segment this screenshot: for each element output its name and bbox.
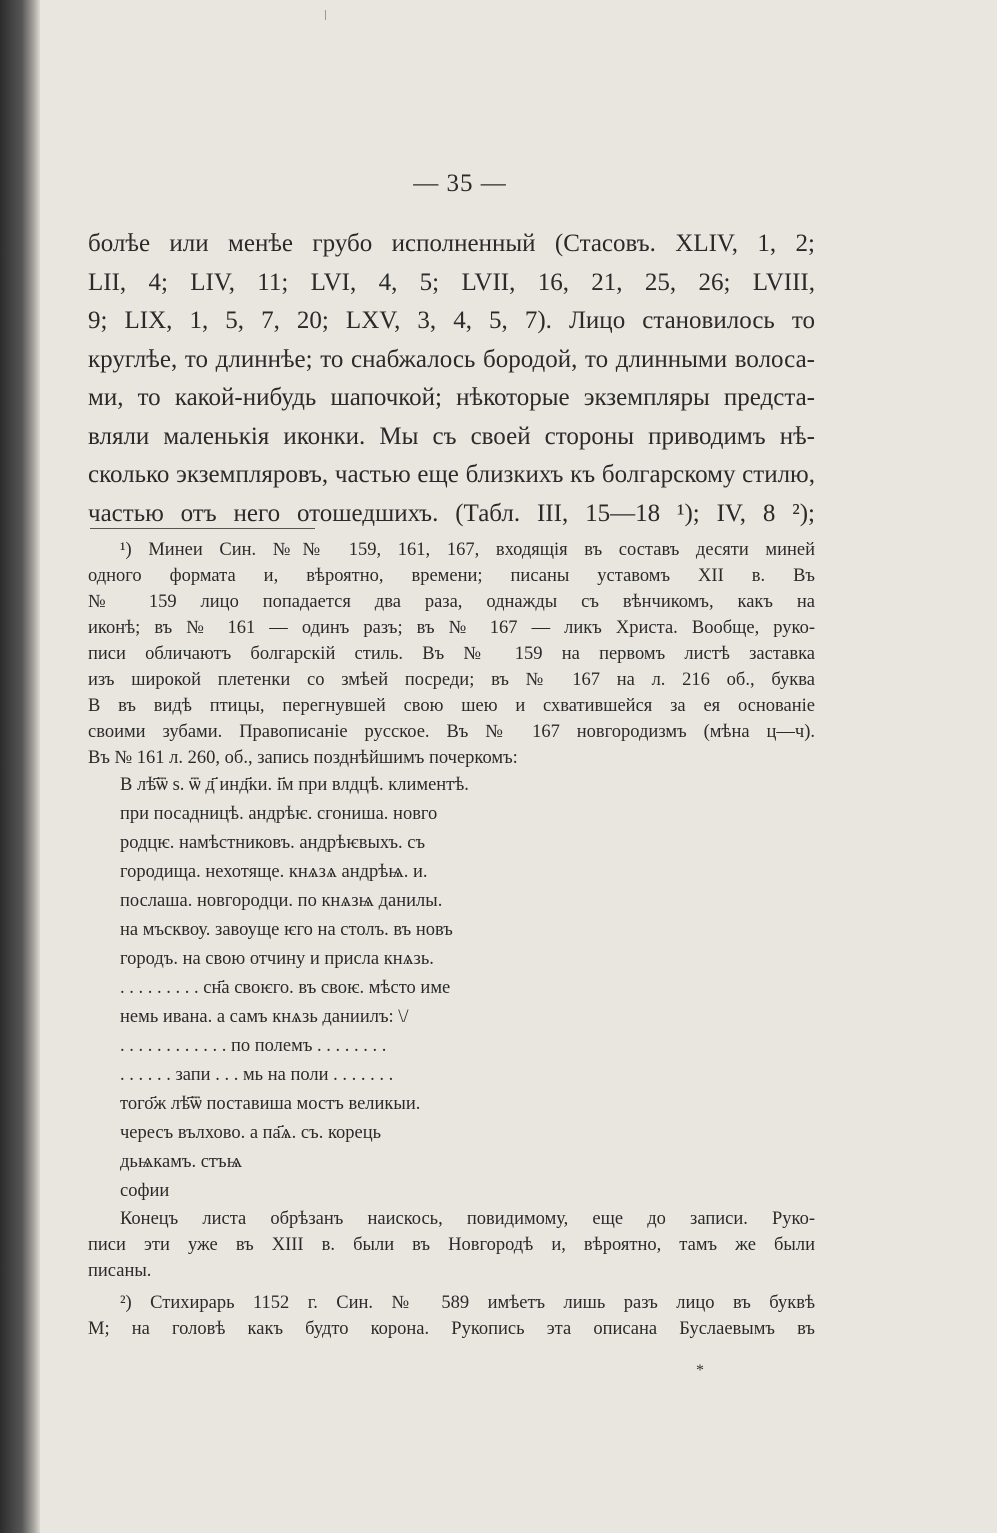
inscription-quote [88,771,815,1206]
book-binding-edge [0,0,40,1533]
main-text-line: сколько экземпляровъ, частью еще близкихъ къ болгарскому стилю, [88,461,815,488]
main-text-line: болѣе или менѣе грубо исполненный (Стасовъ. XLIV, 1, 2; [88,230,815,257]
footnote-1-line: своими зубами. Правописаніе русское. Въ № 167 новгородизмъ (мѣна ц—ч). [88,722,815,742]
main-text-line: LII, 4; LIV, 11; LVI, 4, 5; LVII, 16, 21, 25, 26; LVIII, [88,268,815,296]
inscription-line: немь ивана. а самъ кнѧзь даниилъ: \/ [120,1007,409,1027]
footnote-1-line: ¹) Минеи Син. №№ 159, 161, 167, входящія въ составъ десяти миней [120,540,815,560]
inscription-line: послаша. новгородци. по кнѧзѩ данилы. [120,891,443,911]
inscription-line: на мъсквоу. завоуще ѥго на столъ. въ новъ [120,920,453,940]
inscription-line: . . . . . . . . . . . . по полемъ . . . . . . . . [120,1036,387,1056]
inscription-line: городища. нехотяще. кнѧзѧ андрѣѩ. и. [120,862,428,882]
footnote-1-end-line: Конецъ листа обрѣзанъ наискось, повидимому, еще до записи. Руко- [120,1209,815,1229]
main-text-line: круглѣе, то длиннѣе; то снабжалось бородой, то длинными волоса- [88,345,815,373]
inscription-line: . . . . . . запи . . . мь на поли . . . . . . . [120,1065,394,1085]
inscription-line: чересъ вълхово. а па҃ѧ. съ. корець [120,1123,382,1143]
inscription-line: софии [120,1181,170,1201]
footnote-1-line: изъ широкой плетенки со змѣей посреди; въ № 167 на л. 216 об., буква [88,670,815,690]
signature-mark: * [696,1362,704,1379]
page-mark [325,10,326,20]
main-text-line: частью отъ него отошедшихъ. (Табл. III, 15—18 ¹); IV, 8 ²); [88,499,815,527]
book-page [40,0,997,1533]
footnote-1-line: одного формата и, вѣроятно, времени; писаны уставомъ XII в. Въ [88,566,815,586]
footnote-1-line: иконѣ; въ № 161 — одинъ разъ; въ № 167 — ликъ Христа. Вообще, руко- [88,618,815,638]
inscription-line: . . . . . . . . . сн҃а своѥго. въ своѥ. мѣсто име [120,978,451,998]
inscription-line: В лѣ҃ѿ ѕ. ѿ д҃ инд҃ки. і҃м при влдцѣ. климентѣ. [120,775,469,795]
main-text-block [88,225,815,533]
main-text-line: вляли маленькія иконки. Мы съ своей стороны приводимъ нѣ- [88,422,815,450]
inscription-line: родцѥ. намѣстниковъ. андрѣѥвыхъ. съ [120,833,426,853]
footnote-1-line: № 159 лицо попадается два раза, однажды съ вѣнчикомъ, какъ на [88,592,815,612]
page-number: — 35 — [413,170,507,197]
footnote-2-line: ²) Стихирарь 1152 г. Син. № 589 имѣетъ лишь разъ лицо въ буквѣ [120,1293,815,1313]
inscription-line: того҃ж лѣ҃ѿ поставиша мостъ великыи. [120,1094,421,1114]
footnote-1-end-line: писи эти уже въ XIII в. были въ Новгородѣ и, вѣроятно, тамъ же были [88,1235,815,1255]
footnote-1-line: Въ № 161 л. 260, об., запись позднѣйшимъ почеркомъ: [88,748,518,768]
footnote-1-line: В въ видѣ птицы, перегнувшей свою шею и схватившейся за ея основаніе [88,696,815,716]
footnotes-block [88,537,815,1342]
footnote-divider [90,528,315,529]
inscription-line: дьѩкамъ. стъѩ [120,1152,243,1172]
inscription-line: городъ. на свою отчину и присла кнѧзь. [120,949,434,969]
footnote-1-end-line: писаны. [88,1261,152,1281]
inscription-line: при посадницѣ. андрѣѥ. сгониша. новго [120,804,438,824]
main-text-line: ми, то какой-нибудь шапочкой; нѣкоторые экземпляры предста- [88,384,815,411]
main-text-line: 9; LIX, 1, 5, 7, 20; LXV, 3, 4, 5, 7). Лицо становилось то [88,307,815,334]
footnote-1-line: писи обличаютъ болгарскій стиль. Въ № 159 на первомъ листѣ заставка [88,644,815,664]
footnote-2-line: М; на головѣ какъ будто корона. Рукопись эта описана Буслаевымъ въ [88,1319,815,1339]
